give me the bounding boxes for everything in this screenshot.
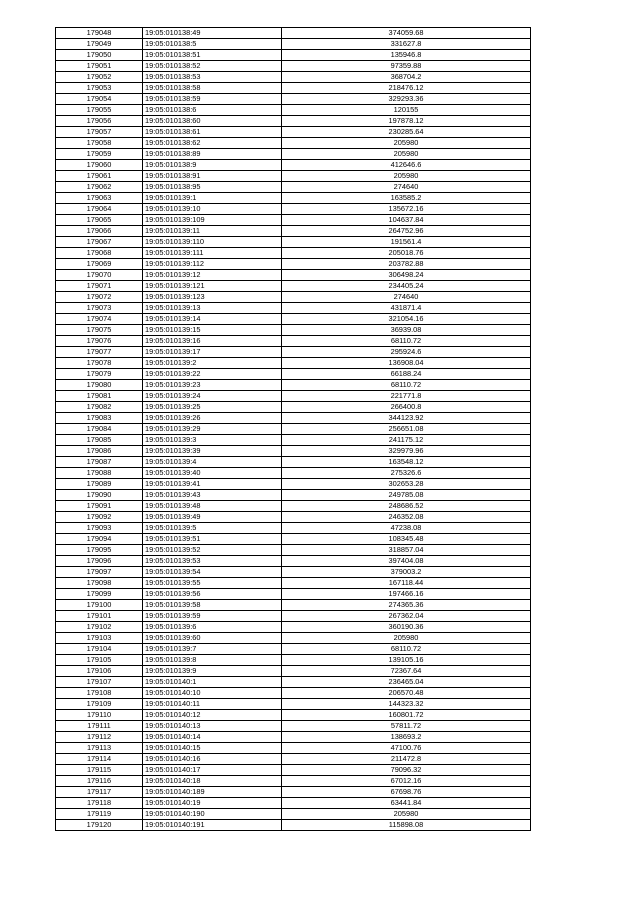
table-row [56,666,531,677]
cadastral-number-cell: 19:05:010139:49 [143,512,282,523]
cadastral-number-cell: 19:05:010139:41 [143,479,282,490]
value-cell: 205980 [282,171,531,182]
table-row [56,83,531,94]
table-row [56,765,531,776]
cadastral-number-cell: 19:05:010139:11 [143,226,282,237]
cadastral-number-cell: 19:05:010139:123 [143,292,282,303]
table-row [56,501,531,512]
cadastral-number-cell: 19:05:010139:55 [143,578,282,589]
table-row [56,743,531,754]
row-id-cell: 179102 [56,622,143,633]
table-row [56,215,531,226]
row-id-cell: 179120 [56,820,143,831]
value-cell: 167118.44 [282,578,531,589]
cadastral-number-cell: 19:05:010139:14 [143,314,282,325]
table-row [56,512,531,523]
value-cell: 249785.08 [282,490,531,501]
cadastral-number-cell: 19:05:010139:17 [143,347,282,358]
cadastral-number-cell: 19:05:010138:49 [143,28,282,39]
value-cell: 431871.4 [282,303,531,314]
table-row [56,556,531,567]
row-id-cell: 179069 [56,259,143,270]
table-row [56,281,531,292]
value-cell: 97359.88 [282,61,531,72]
table-row [56,248,531,259]
cadastral-number-cell: 19:05:010140:15 [143,743,282,754]
row-id-cell: 179092 [56,512,143,523]
cadastral-number-cell: 19:05:010139:6 [143,622,282,633]
cadastral-number-cell: 19:05:010139:5 [143,523,282,534]
value-cell: 230285.64 [282,127,531,138]
value-cell: 205980 [282,138,531,149]
table-row [56,380,531,391]
value-cell: 135672.16 [282,204,531,215]
value-cell: 163585.2 [282,193,531,204]
table-row [56,149,531,160]
value-cell: 412646.6 [282,160,531,171]
value-cell: 264752.96 [282,226,531,237]
row-id-cell: 179100 [56,600,143,611]
row-id-cell: 179109 [56,699,143,710]
table-row [56,622,531,633]
cadastral-number-cell: 19:05:010138:60 [143,116,282,127]
cadastral-number-cell: 19:05:010138:59 [143,94,282,105]
cadastral-number-cell: 19:05:010140:189 [143,787,282,798]
cadastral-number-cell: 19:05:010138:9 [143,160,282,171]
value-cell: 120155 [282,105,531,116]
row-id-cell: 179085 [56,435,143,446]
table-row [56,303,531,314]
table-row [56,787,531,798]
row-id-cell: 179062 [56,182,143,193]
cadastral-number-cell: 19:05:010139:3 [143,435,282,446]
row-id-cell: 179065 [56,215,143,226]
value-cell: 221771.8 [282,391,531,402]
value-cell: 144323.32 [282,699,531,710]
table-row [56,611,531,622]
cadastral-number-cell: 19:05:010139:23 [143,380,282,391]
value-cell: 205018.76 [282,248,531,259]
table-row [56,446,531,457]
cadastral-number-cell: 19:05:010139:25 [143,402,282,413]
table-row [56,435,531,446]
row-id-cell: 179059 [56,149,143,160]
row-id-cell: 179113 [56,743,143,754]
value-cell: 368704.2 [282,72,531,83]
value-cell: 374059.68 [282,28,531,39]
cadastral-number-cell: 19:05:010139:121 [143,281,282,292]
value-cell: 136908.04 [282,358,531,369]
row-id-cell: 179077 [56,347,143,358]
cadastral-number-cell: 19:05:010139:109 [143,215,282,226]
value-cell: 321054.16 [282,314,531,325]
cadastral-number-cell: 19:05:010138:5 [143,39,282,50]
row-id-cell: 179088 [56,468,143,479]
row-id-cell: 179101 [56,611,143,622]
value-cell: 379003.2 [282,567,531,578]
table-row [56,94,531,105]
value-cell: 329979.96 [282,446,531,457]
row-id-cell: 179079 [56,369,143,380]
value-cell: 115898.08 [282,820,531,831]
cadastral-number-cell: 19:05:010139:111 [143,248,282,259]
value-cell: 248686.52 [282,501,531,512]
value-cell: 47238.08 [282,523,531,534]
value-cell: 234405.24 [282,281,531,292]
value-cell: 205980 [282,149,531,160]
value-cell: 246352.08 [282,512,531,523]
row-id-cell: 179107 [56,677,143,688]
row-id-cell: 179091 [56,501,143,512]
cadastral-number-cell: 19:05:010140:10 [143,688,282,699]
row-id-cell: 179099 [56,589,143,600]
cadastral-number-cell: 19:05:010140:12 [143,710,282,721]
value-cell: 331627.8 [282,39,531,50]
table-row [56,171,531,182]
table-row [56,193,531,204]
cadastral-number-cell: 19:05:010138:52 [143,61,282,72]
value-cell: 266400.8 [282,402,531,413]
value-cell: 274640 [282,292,531,303]
value-cell: 47100.76 [282,743,531,754]
cadastral-number-cell: 19:05:010140:191 [143,820,282,831]
cadastral-number-cell: 19:05:010140:14 [143,732,282,743]
row-id-cell: 179089 [56,479,143,490]
cadastral-number-cell: 19:05:010140:13 [143,721,282,732]
cadastral-number-cell: 19:05:010138:51 [143,50,282,61]
value-cell: 108345.48 [282,534,531,545]
cadastral-number-cell: 19:05:010139:39 [143,446,282,457]
cadastral-number-cell: 19:05:010138:62 [143,138,282,149]
row-id-cell: 179051 [56,61,143,72]
row-id-cell: 179067 [56,237,143,248]
row-id-cell: 179055 [56,105,143,116]
value-cell: 104637.84 [282,215,531,226]
table-row [56,523,531,534]
table-row [56,567,531,578]
row-id-cell: 179073 [56,303,143,314]
table-row [56,138,531,149]
table-row [56,182,531,193]
row-id-cell: 179111 [56,721,143,732]
table-row [56,809,531,820]
table-row [56,798,531,809]
table-row [56,754,531,765]
value-cell: 68110.72 [282,336,531,347]
cadastral-number-cell: 19:05:010140:19 [143,798,282,809]
cadastral-number-cell: 19:05:010139:60 [143,633,282,644]
value-cell: 360190.36 [282,622,531,633]
value-cell: 36939.08 [282,325,531,336]
row-id-cell: 179064 [56,204,143,215]
table-row [56,358,531,369]
value-cell: 344123.92 [282,413,531,424]
value-cell: 66188.24 [282,369,531,380]
document-page [55,27,531,831]
table-row [56,105,531,116]
value-cell: 302653.28 [282,479,531,490]
value-cell: 205980 [282,633,531,644]
row-id-cell: 179053 [56,83,143,94]
cadastral-number-cell: 19:05:010138:61 [143,127,282,138]
table-row [56,237,531,248]
table-row [56,369,531,380]
cadastral-number-cell: 19:05:010138:91 [143,171,282,182]
row-id-cell: 179058 [56,138,143,149]
row-id-cell: 179115 [56,765,143,776]
row-id-cell: 179052 [56,72,143,83]
table-row [56,413,531,424]
row-id-cell: 179103 [56,633,143,644]
value-cell: 241175.12 [282,435,531,446]
cadastral-number-cell: 19:05:010139:1 [143,193,282,204]
value-cell: 57811.72 [282,721,531,732]
cadastral-number-cell: 19:05:010140:18 [143,776,282,787]
value-cell: 275326.6 [282,468,531,479]
value-cell: 160801.72 [282,710,531,721]
value-cell: 211472.8 [282,754,531,765]
row-id-cell: 179075 [56,325,143,336]
value-cell: 163548.12 [282,457,531,468]
cadastral-number-cell: 19:05:010139:15 [143,325,282,336]
cadastral-number-cell: 19:05:010139:40 [143,468,282,479]
table-row [56,402,531,413]
value-cell: 197466.16 [282,589,531,600]
row-id-cell: 179056 [56,116,143,127]
row-id-cell: 179054 [56,94,143,105]
row-id-cell: 179095 [56,545,143,556]
cadastral-number-cell: 19:05:010139:8 [143,655,282,666]
table-row [56,259,531,270]
row-id-cell: 179068 [56,248,143,259]
cadastral-number-cell: 19:05:010139:10 [143,204,282,215]
value-cell: 67012.16 [282,776,531,787]
table-row [56,732,531,743]
cadastral-number-cell: 19:05:010140:11 [143,699,282,710]
row-id-cell: 179090 [56,490,143,501]
row-id-cell: 179105 [56,655,143,666]
value-cell: 274640 [282,182,531,193]
table-row [56,204,531,215]
table-row [56,644,531,655]
row-id-cell: 179108 [56,688,143,699]
table-row [56,655,531,666]
table-row [56,424,531,435]
value-cell: 68110.72 [282,644,531,655]
table-row [56,270,531,281]
row-id-cell: 179083 [56,413,143,424]
value-cell: 205980 [282,809,531,820]
row-id-cell: 179114 [56,754,143,765]
cadastral-number-cell: 19:05:010138:89 [143,149,282,160]
row-id-cell: 179096 [56,556,143,567]
cadastral-number-cell: 19:05:010139:24 [143,391,282,402]
table-row [56,226,531,237]
value-cell: 236465.04 [282,677,531,688]
row-id-cell: 179060 [56,160,143,171]
table-row [56,72,531,83]
table-row [56,28,531,39]
row-id-cell: 179112 [56,732,143,743]
cadastral-number-cell: 19:05:010139:58 [143,600,282,611]
row-id-cell: 179061 [56,171,143,182]
row-id-cell: 179117 [56,787,143,798]
value-cell: 68110.72 [282,380,531,391]
value-cell: 135946.8 [282,50,531,61]
value-cell: 79096.32 [282,765,531,776]
data-table [55,27,531,831]
cadastral-number-cell: 19:05:010139:16 [143,336,282,347]
row-id-cell: 179066 [56,226,143,237]
row-id-cell: 179098 [56,578,143,589]
row-id-cell: 179097 [56,567,143,578]
row-id-cell: 179110 [56,710,143,721]
cadastral-number-cell: 19:05:010139:7 [143,644,282,655]
table-row [56,457,531,468]
value-cell: 203782.88 [282,259,531,270]
table-row [56,589,531,600]
table-row [56,160,531,171]
table-row [56,600,531,611]
cadastral-number-cell: 19:05:010139:110 [143,237,282,248]
cadastral-number-cell: 19:05:010139:4 [143,457,282,468]
value-cell: 72367.64 [282,666,531,677]
value-cell: 63441.84 [282,798,531,809]
table-row [56,776,531,787]
cadastral-number-cell: 19:05:010140:190 [143,809,282,820]
row-id-cell: 179080 [56,380,143,391]
table-row [56,479,531,490]
value-cell: 218476.12 [282,83,531,94]
value-cell: 138693.2 [282,732,531,743]
row-id-cell: 179119 [56,809,143,820]
table-row [56,490,531,501]
cadastral-number-cell: 19:05:010140:17 [143,765,282,776]
table-row [56,468,531,479]
table-row [56,391,531,402]
row-id-cell: 179087 [56,457,143,468]
table-row [56,50,531,61]
value-cell: 267362.04 [282,611,531,622]
cadastral-number-cell: 19:05:010139:12 [143,270,282,281]
cadastral-number-cell: 19:05:010139:22 [143,369,282,380]
value-cell: 329293.36 [282,94,531,105]
cadastral-number-cell: 19:05:010139:56 [143,589,282,600]
table-row [56,578,531,589]
cadastral-number-cell: 19:05:010140:1 [143,677,282,688]
row-id-cell: 179057 [56,127,143,138]
row-id-cell: 179072 [56,292,143,303]
value-cell: 197878.12 [282,116,531,127]
table-row [56,677,531,688]
cadastral-number-cell: 19:05:010139:59 [143,611,282,622]
row-id-cell: 179104 [56,644,143,655]
cadastral-number-cell: 19:05:010139:29 [143,424,282,435]
row-id-cell: 179106 [56,666,143,677]
cadastral-number-cell: 19:05:010138:6 [143,105,282,116]
value-cell: 67698.76 [282,787,531,798]
row-id-cell: 179093 [56,523,143,534]
cadastral-number-cell: 19:05:010139:53 [143,556,282,567]
table-row [56,534,531,545]
cadastral-number-cell: 19:05:010139:26 [143,413,282,424]
table-row [56,325,531,336]
table-body [56,28,531,831]
value-cell: 397404.08 [282,556,531,567]
value-cell: 274365.36 [282,600,531,611]
table-row [56,545,531,556]
table-row [56,347,531,358]
row-id-cell: 179063 [56,193,143,204]
cadastral-number-cell: 19:05:010138:53 [143,72,282,83]
cadastral-number-cell: 19:05:010140:16 [143,754,282,765]
table-row [56,127,531,138]
row-id-cell: 179118 [56,798,143,809]
row-id-cell: 179074 [56,314,143,325]
cadastral-number-cell: 19:05:010139:52 [143,545,282,556]
table-row [56,116,531,127]
row-id-cell: 179050 [56,50,143,61]
table-row [56,61,531,72]
table-row [56,820,531,831]
row-id-cell: 179082 [56,402,143,413]
table-row [56,699,531,710]
value-cell: 295924.6 [282,347,531,358]
row-id-cell: 179081 [56,391,143,402]
value-cell: 318857.04 [282,545,531,556]
cadastral-number-cell: 19:05:010138:58 [143,83,282,94]
cadastral-number-cell: 19:05:010139:43 [143,490,282,501]
cadastral-number-cell: 19:05:010139:2 [143,358,282,369]
row-id-cell: 179084 [56,424,143,435]
cadastral-number-cell: 19:05:010139:51 [143,534,282,545]
cadastral-number-cell: 19:05:010139:54 [143,567,282,578]
value-cell: 206570.48 [282,688,531,699]
row-id-cell: 179086 [56,446,143,457]
cadastral-number-cell: 19:05:010139:9 [143,666,282,677]
cadastral-number-cell: 19:05:010138:95 [143,182,282,193]
row-id-cell: 179070 [56,270,143,281]
table-row [56,314,531,325]
cadastral-number-cell: 19:05:010139:13 [143,303,282,314]
table-row [56,721,531,732]
table-row [56,633,531,644]
cadastral-number-cell: 19:05:010139:112 [143,259,282,270]
table-row [56,39,531,50]
row-id-cell: 179094 [56,534,143,545]
value-cell: 139105.16 [282,655,531,666]
value-cell: 191561.4 [282,237,531,248]
row-id-cell: 179048 [56,28,143,39]
value-cell: 256651.08 [282,424,531,435]
row-id-cell: 179078 [56,358,143,369]
table-row [56,292,531,303]
row-id-cell: 179116 [56,776,143,787]
table-row [56,688,531,699]
cadastral-number-cell: 19:05:010139:48 [143,501,282,512]
value-cell: 306498.24 [282,270,531,281]
row-id-cell: 179076 [56,336,143,347]
row-id-cell: 179049 [56,39,143,50]
table-row [56,710,531,721]
table-row [56,336,531,347]
row-id-cell: 179071 [56,281,143,292]
